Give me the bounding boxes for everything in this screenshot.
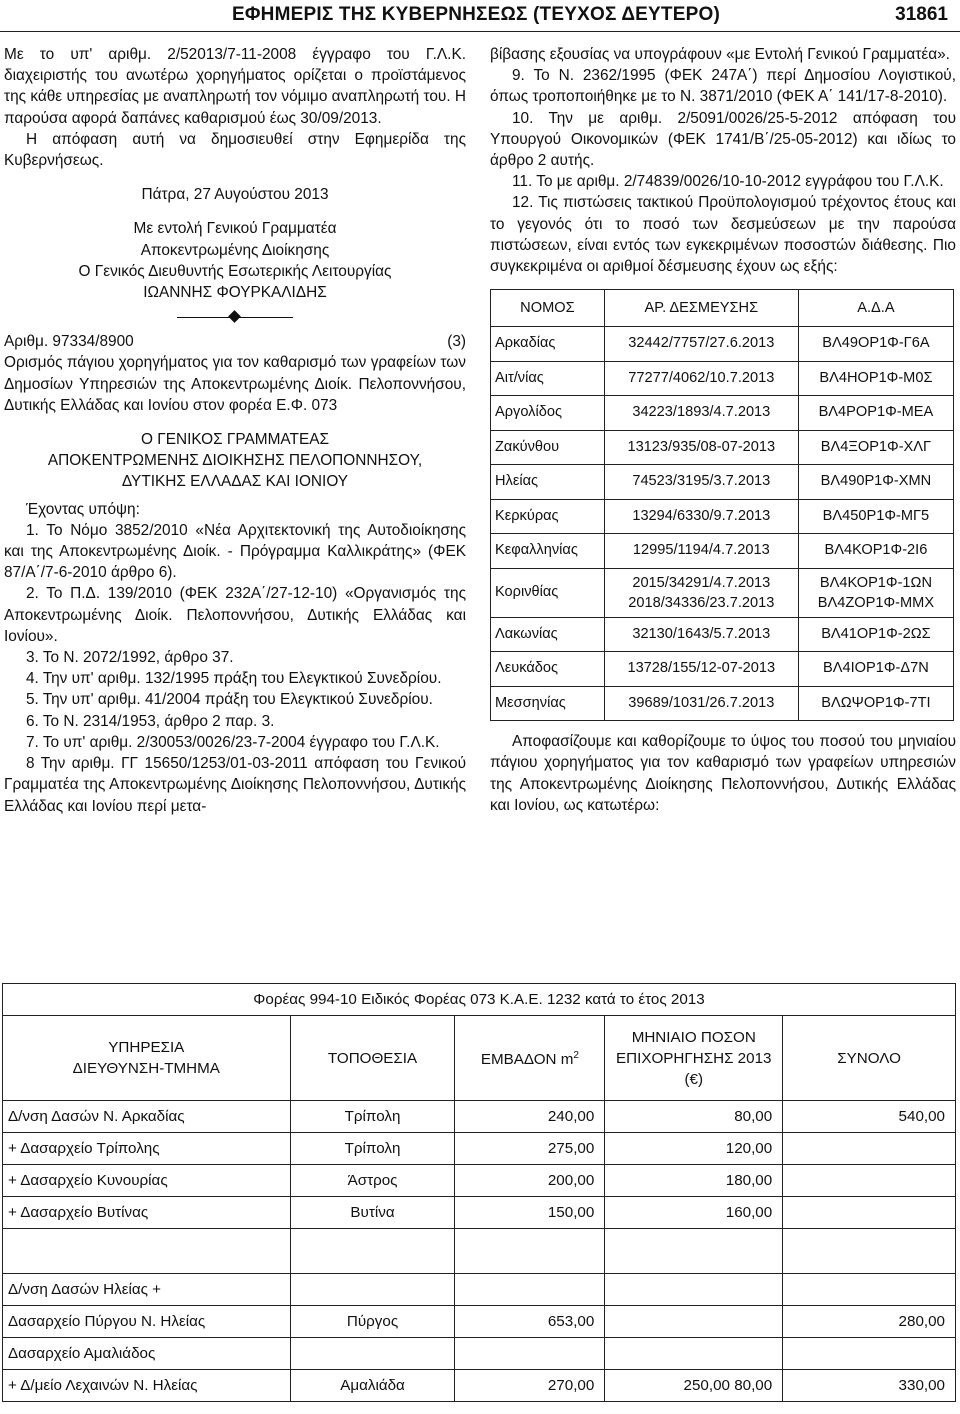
location-cell: Τρίπολη xyxy=(290,1101,455,1133)
table-caption-row xyxy=(3,984,956,1016)
ada-cell: ΒΛ490Ρ1Φ-ΧΜΝ xyxy=(798,465,953,500)
area-cell: 200,00 xyxy=(455,1165,605,1197)
column-header: ΥΠΗΡΕΣΙΑ ΔΙΕΥΘΥΝΣΗ-ΤΜΗΜΑ xyxy=(3,1016,291,1101)
table-row xyxy=(491,430,954,465)
table-body xyxy=(491,327,954,721)
total-cell xyxy=(783,1133,956,1165)
ada-cell: ΒΛ4ΗΟΡ1Φ-Μ0Σ xyxy=(798,361,953,396)
ada-cell: ΒΛΩΨΟΡ1Φ-7ΤΙ xyxy=(798,686,953,721)
considering-item: 4. Την υπ' αριθμ. 132/1995 πράξη του Ελεγκτικού Συνεδρίου. xyxy=(26,670,442,688)
allocation-table xyxy=(2,983,956,1402)
table-row xyxy=(3,1197,956,1229)
table-row xyxy=(491,534,954,569)
ada-cell: ΒΛ41ΟΡ1Φ-2ΩΣ xyxy=(798,617,953,652)
service-cell: Δ/νση Δασών Ν. Αρκαδίας xyxy=(3,1101,291,1133)
location-cell: Τρίπολη xyxy=(290,1133,455,1165)
area-cell: 150,00 xyxy=(455,1197,605,1229)
commitment-number-cell: 34223/1893/4.7.2013 xyxy=(604,396,798,431)
header-rule xyxy=(0,31,960,32)
left-column xyxy=(4,44,466,817)
column-header: ΣΥΝΟΛΟ xyxy=(783,1016,956,1101)
signatory-name: ΙΩΑΝΝΗΣ ΦΟΥΡΚΑΛΙΔΗΣ xyxy=(143,284,327,302)
considering-item: 7. Το υπ' αριθμ. 2/30053/0026/23-7-2004 έγγραφο του Γ.Λ.Κ. xyxy=(26,733,440,751)
signature-line: Αποκεντρωμένης Διοίκησης xyxy=(140,241,330,259)
ada-cell: ΒΛ450Ρ1Φ-ΜΓ5 xyxy=(798,499,953,534)
ada-cell: ΒΛ4ΚΟΡ1Φ-1ΩΝ ΒΛ4ΖΟΡ1Φ-ΜΜΧ xyxy=(798,568,953,617)
table-row xyxy=(491,617,954,652)
ada-cell: ΒΛ49ΟΡ1Φ-Γ6Α xyxy=(798,327,953,362)
considering-item: βίβασης εξουσίας να υπογράφουν «με Εντολή Γενικού Γραμματέα». xyxy=(490,46,950,63)
reference-line xyxy=(4,331,466,352)
separator-diamond-icon xyxy=(177,311,293,325)
column-header xyxy=(455,1016,605,1101)
spacer xyxy=(4,205,466,218)
right-column xyxy=(490,44,956,816)
service-cell: Δασαρχείο Αμαλιάδος xyxy=(3,1338,291,1370)
table-row xyxy=(491,568,954,617)
prefecture-cell: Ζακύνθου xyxy=(491,430,605,465)
prefecture-cell: Ηλείας xyxy=(491,465,605,500)
column-header: ΑΡ. ΔΕΣΜΕΥΣΗΣ xyxy=(604,290,798,327)
location-cell xyxy=(290,1229,455,1274)
location-cell xyxy=(290,1338,455,1370)
table-row xyxy=(3,1338,956,1370)
considering-item: 6. Το Ν. 2314/1953, άρθρο 2 παρ. 3. xyxy=(26,712,275,730)
monthly-amount-cell xyxy=(605,1274,783,1306)
signature-line: Με εντολή Γενικού Γραμματέα xyxy=(133,220,337,238)
monthly-amount-cell: 180,00 xyxy=(605,1165,783,1197)
authority-line: ΑΠΟΚΕΝΤΡΩΜΕΝΗΣ ΔΙΟΙΚΗΣΗΣ ΠΕΛΟΠΟΝΝΗΣΟΥ, xyxy=(47,452,423,470)
commitment-number-cell: 12995/1194/4.7.2013 xyxy=(604,534,798,569)
considering-item: 11. Το με αριθμ. 2/74839/0026/10-10-2012 εγγράφου του Γ.Λ.Κ. xyxy=(512,173,944,191)
monthly-amount-cell xyxy=(605,1338,783,1370)
commitment-number-cell: 2015/34291/4.7.2013 2018/34336/23.7.2013 xyxy=(604,568,798,617)
ada-cell: ΒΛ4ΙΟΡ1Φ-Δ7Ν xyxy=(798,652,953,687)
total-cell xyxy=(783,1274,956,1306)
ada-cell: ΒΛ4ΡΟΡ1Φ-ΜΕΑ xyxy=(798,396,953,431)
commitment-number-cell: 13294/6330/9.7.2013 xyxy=(604,499,798,534)
column-header: Α.Δ.Α xyxy=(798,290,953,327)
column-header: ΤΟΠΟΘΕΣΙΑ xyxy=(290,1016,455,1101)
column-header: ΜΗΝΙΑΙΟ ΠΟΣΟΝ ΕΠΙΧΟΡΗΓΗΣΗΣ 2013 (€) xyxy=(605,1016,783,1101)
table-row xyxy=(491,686,954,721)
commitment-number-cell: 77277/4062/10.7.2013 xyxy=(604,361,798,396)
area-cell: 653,00 xyxy=(455,1306,605,1338)
ada-cell: ΒΛ4ΚΟΡ1Φ-2Ι6 xyxy=(798,534,953,569)
area-cell xyxy=(455,1229,605,1274)
column-header-text: ΕΜΒΑΔΟΝ m xyxy=(480,1051,574,1069)
considering-item: 8 Την αριθμ. ΓΓ 15650/1253/01-03-2011 απόφαση του Γενικού Γραμματέα της Αποκεντρωμένης Διοίκησης Πελοποννήσου, Δυτικής Ελλάδας και Ιονίου περί μετα- xyxy=(4,755,466,815)
authority-line: Ο ΓΕΝΙΚΟΣ ΓΡΑΜΜΑΤΕΑΣ xyxy=(140,431,329,449)
location-cell: Άστρος xyxy=(290,1165,455,1197)
decision-title: Ορισμός πάγιου χορηγήματος για τον καθαρισμό των γραφείων των Δημοσίων Υπηρεσιών της Αποκεντρωμένης Διοίκ. Πελοποννήσου, Δυτικής Ελλάδας και Ιονίου στον φορέα Ε.Φ. 073 xyxy=(4,354,466,414)
service-cell xyxy=(3,1229,291,1274)
table-row xyxy=(3,1165,956,1197)
commitment-number-cell: 13728/155/12-07-2013 xyxy=(604,652,798,687)
table-row xyxy=(3,1306,956,1338)
table-row xyxy=(491,396,954,431)
spacer xyxy=(4,416,466,429)
table-row xyxy=(3,1229,956,1274)
considering-item: 5. Την υπ' αριθμ. 41/2004 πράξη του Ελεγκτικού Συνεδρίου. xyxy=(26,691,433,709)
column-header-superscript: 2 xyxy=(573,1050,579,1062)
considering-item: 10. Την με αριθμ. 2/5091/0026/25-5-2012 απόφαση του Υπουργού Οικονομικών (ΦΕΚ 1741/Β΄/25-05-2012) και ιδίως το άρθρο 2 αυτής. xyxy=(490,109,956,170)
considering-item: 2. Το Π.Δ. 139/2010 (ΦΕΚ 232Α΄/27-12-10) «Οργανισμός της Αποκεντρωμένης Διοίκ. Πελοποννήσου, Δυτικής Ελλάδας και Ιονίου». xyxy=(4,585,466,645)
service-cell: + Δασαρχείο Κυνουρίας xyxy=(3,1165,291,1197)
monthly-amount-cell: 120,00 xyxy=(605,1133,783,1165)
signature-line: Ο Γενικός Διευθυντής Εσωτερικής Λειτουργίας xyxy=(78,262,392,280)
place-date: Πάτρα, 27 Αυγούστου 2013 xyxy=(141,186,329,204)
spacer xyxy=(4,171,466,184)
prefecture-cell: Μεσσηνίας xyxy=(491,686,605,721)
monthly-amount-cell xyxy=(605,1229,783,1274)
table-row xyxy=(3,1133,956,1165)
column-header: ΝΟΜΟΣ xyxy=(491,290,605,327)
table-row xyxy=(3,1274,956,1306)
total-cell: 280,00 xyxy=(783,1306,956,1338)
total-cell xyxy=(783,1165,956,1197)
total-cell xyxy=(783,1338,956,1370)
prefecture-cell: Λευκάδος xyxy=(491,652,605,687)
prefecture-cell: Κεφαλληνίας xyxy=(491,534,605,569)
table-row xyxy=(3,1370,956,1402)
monthly-amount-cell: 80,00 xyxy=(605,1101,783,1133)
monthly-amount-cell: 250,00 80,00 xyxy=(605,1370,783,1402)
reference-number: Αριθμ. 97334/8900 xyxy=(4,333,134,351)
commitment-number-cell: 39689/1031/26.7.2013 xyxy=(604,686,798,721)
commitment-number-cell: 32130/1643/5.7.2013 xyxy=(604,617,798,652)
journal-title: ΕΦΗΜΕΡΙΣ ΤΗΣ ΚΥΒΕΡΝΗΣΕΩΣ (ΤΕΥΧΟΣ ΔΕΥΤΕΡΟ) xyxy=(232,4,720,25)
area-cell xyxy=(455,1274,605,1306)
commitment-number-cell: 32442/7757/27.6.2013 xyxy=(604,327,798,362)
table-row xyxy=(491,327,954,362)
page-number: 31861 xyxy=(895,4,948,25)
service-cell: Δασαρχείο Πύργου Ν. Ηλείας xyxy=(3,1306,291,1338)
table-header-row xyxy=(3,1016,956,1101)
allocation-table-wrap xyxy=(2,983,956,1402)
prefecture-cell: Λακωνίας xyxy=(491,617,605,652)
area-cell: 275,00 xyxy=(455,1133,605,1165)
decision-paragraph: Αποφασίζουμε και καθορίζουμε το ύψος του ποσού του μηνιαίου πάγιου χορηγήματος για τον καθαρισμό των γραφείων υπηρεσιών της Αποκεντρωμένης Διοίκησης Πελοποννήσου, Δυτικής Ελλάδας και Ιονίου, ως κατωτέρω: xyxy=(490,733,956,814)
location-cell: Βυτίνα xyxy=(290,1197,455,1229)
considering-label: Έχοντας υπόψη: xyxy=(26,500,140,518)
total-cell: 540,00 xyxy=(783,1101,956,1133)
prefecture-cell: Κορινθίας xyxy=(491,568,605,617)
service-cell: Δ/νση Δασών Ηλείας + xyxy=(3,1274,291,1306)
table-header-row xyxy=(491,290,954,327)
total-cell xyxy=(783,1197,956,1229)
considering-item: 1. Το Νόμο 3852/2010 «Νέα Αρχιτεκτονική της Αυτοδιοίκησης και της Αποκεντρωμένης Διοίκ. - Πρόγραμμα Καλλικράτης» (ΦΕΚ 87/Α΄/7-6-2010 άρθρο 6). xyxy=(4,521,466,582)
paragraph: Με το υπ' αριθμ. 2/52013/7-11-2008 έγγραφο του Γ.Λ.Κ. διαχειριστής του ανωτέρω χορηγήματος ορίζεται ο προϊστάμενος της κάθε υπηρεσίας με αναπληρωτή τον νόμιμο αναπληρωτή του. Η παρούσα αφορά δαπάνες καθαρισμού έως 30/09/2013. xyxy=(4,46,466,127)
ada-cell: ΒΛ4ΞΟΡ1Φ-ΧΛΓ xyxy=(798,430,953,465)
service-cell: + Δασαρχείο Τρίπολης xyxy=(3,1133,291,1165)
area-cell: 240,00 xyxy=(455,1101,605,1133)
prefecture-cell: Αργολίδος xyxy=(491,396,605,431)
location-cell: Αμαλιάδα xyxy=(290,1370,455,1402)
page-header xyxy=(0,0,960,34)
paragraph: Η απόφαση αυτή να δημοσιευθεί στην Εφημερίδα της Κυβερνήσεως. xyxy=(4,130,466,170)
area-cell xyxy=(455,1338,605,1370)
commitments-table xyxy=(490,289,954,721)
table-row xyxy=(491,361,954,396)
service-cell: + Δασαρχείο Βυτίνας xyxy=(3,1197,291,1229)
table-row xyxy=(491,652,954,687)
prefecture-cell: Αρκαδίας xyxy=(491,327,605,362)
reference-index: (3) xyxy=(447,333,466,351)
authority-line: ΔΥΤΙΚΗΣ ΕΛΛΑΔΑΣ ΚΑΙ ΙΟΝΙΟΥ xyxy=(121,473,349,491)
considering-item: 9. Το Ν. 2362/1995 (ΦΕΚ 247Α΄) περί Δημοσίου Λογιστικού, όπως τροποποιήθηκε με το Ν. 3871/2010 (ΦΕΚ Α΄ 141/17-8-2010). xyxy=(490,67,956,106)
table-caption: Φορέας 994-10 Ειδικός Φορέας 073 Κ.Α.Ε. 1232 κατά το έτος 2013 xyxy=(3,984,956,1016)
monthly-amount-cell xyxy=(605,1306,783,1338)
table-row xyxy=(491,499,954,534)
area-cell: 270,00 xyxy=(455,1370,605,1402)
location-cell xyxy=(290,1274,455,1306)
service-cell: + Δ/μείο Λεχαινών Ν. Ηλείας xyxy=(3,1370,291,1402)
monthly-amount-cell: 160,00 xyxy=(605,1197,783,1229)
commitment-number-cell: 13123/935/08-07-2013 xyxy=(604,430,798,465)
location-cell: Πύργος xyxy=(290,1306,455,1338)
table-row xyxy=(491,465,954,500)
total-cell: 330,00 xyxy=(783,1370,956,1402)
prefecture-cell: Κερκύρας xyxy=(491,499,605,534)
commitment-number-cell: 74523/3195/3.7.2013 xyxy=(604,465,798,500)
prefecture-cell: Αιτ/νίας xyxy=(491,361,605,396)
total-cell xyxy=(783,1229,956,1274)
table-body xyxy=(3,1101,956,1402)
table-row xyxy=(3,1101,956,1133)
considering-item: 12. Τις πιστώσεις τακτικού Προϋπολογισμού τρέχοντος έτους και το γεγονός ότι το ποσό των δεσμεύσεων με την παρούσα πιστώσεων, είναι εντός των εγκεκριμένων ποσοστών διάθεσης. Πιο συγκεκριμένα οι αριθμοί δέσμευσης έχουν ως εξής: xyxy=(490,194,956,276)
considering-item: 3. Το Ν. 2072/1992, άρθρο 37. xyxy=(26,649,234,667)
